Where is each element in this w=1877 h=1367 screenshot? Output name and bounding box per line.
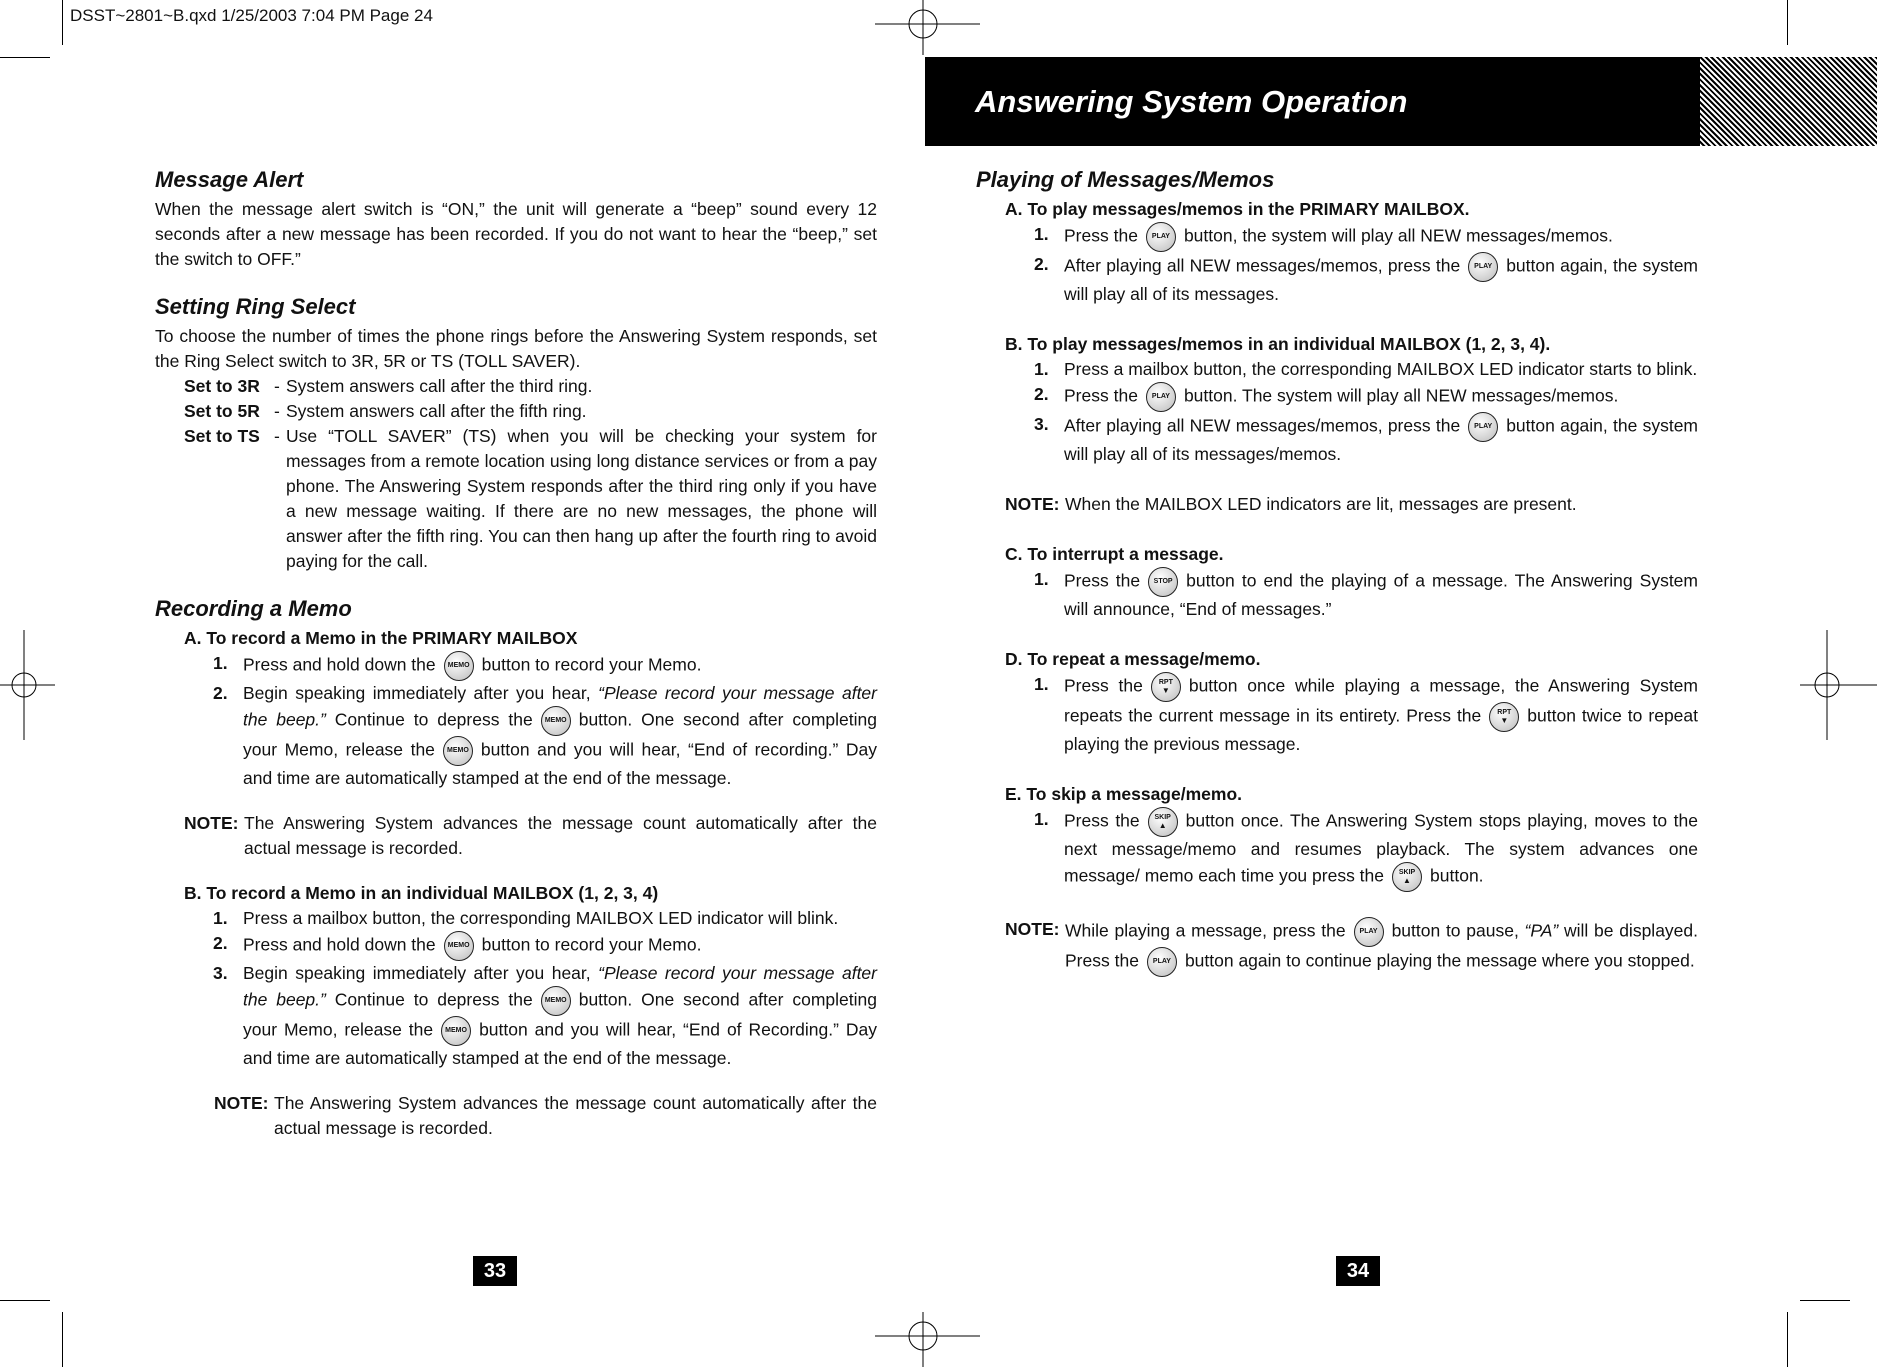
ring-setting-row: Set to TS - Use “TOLL SAVER” (TS) when you will be checking your system for messages from a remote location using long distance services or from a pay phone. The Answering System responds after the third ring only if you have a new message waiting. If there are no new messages, the phone will answer after the fifth ring. You can then hang up after the fourth ring to avoid paying for the call. bbox=[155, 424, 877, 574]
skip-button-icon: SKIP ▲ bbox=[1392, 862, 1422, 892]
list-item: 1. Press the STOP button to end the playing of a message. The Answering System will announce, “End of messages.” bbox=[1034, 569, 1698, 619]
memo-button-icon: MEMO bbox=[541, 986, 571, 1016]
left-column bbox=[155, 165, 877, 1141]
play-button-icon: PLAY bbox=[1146, 222, 1176, 252]
list-item: 1. Press the SKIP ▲ button once. The Answering System stops playing, moves to the next message/memo and resumes playback. The system advances one message/ memo each time you press the SKIP ▲ button. bbox=[1005, 807, 1698, 892]
list-item: 2. Press the PLAY button. The system will play all NEW messages/memos. bbox=[1005, 382, 1698, 412]
right-column bbox=[976, 165, 1698, 977]
play-button-icon: PLAY bbox=[1147, 947, 1177, 977]
memo-button-icon: MEMO bbox=[444, 651, 474, 681]
repeat-button-icon: RPT ▼ bbox=[1151, 672, 1181, 702]
crop-mark bbox=[62, 1312, 63, 1367]
memo-button-icon: MEMO bbox=[444, 931, 474, 961]
memo-subsection-a-title: A. To record a Memo in the PRIMARY MAILBOX bbox=[184, 628, 578, 648]
section-title-message-alert: Message Alert bbox=[155, 167, 304, 192]
ring-setting-text: System answers call after the fifth ring. bbox=[286, 401, 587, 421]
section-title-ring-select: Setting Ring Select bbox=[155, 294, 356, 319]
list-item: 2. Press and hold down the MEMO button to record your Memo. bbox=[184, 931, 877, 961]
note: NOTE: The Answering System advances the message count automatically after the actual message is recorded. bbox=[184, 813, 877, 858]
ring-setting-text: Use “TOLL SAVER” (TS) when you will be checking your system for messages from a remote location using long distance services or from a pay phone. The Answering System responds after the third ring only if you have a new message waiting. If there are no new messages, the phone will answer after the fifth ring. You can then hang up after the fourth ring to avoid paying for the call. bbox=[286, 426, 877, 571]
ring-setting-key: Set to 3R bbox=[184, 376, 260, 396]
page-number-left: 33 bbox=[473, 1256, 517, 1286]
ring-setting-row: Set to 5R - System answers call after the fifth ring. bbox=[155, 399, 877, 424]
ring-setting-key: Set to TS bbox=[184, 426, 260, 446]
note: NOTE: While playing a message, press the PLAY button to pause, “PA” will be displayed. Press the PLAY button again to continue playing the message where you stopped. bbox=[976, 917, 1698, 977]
play-button-icon: PLAY bbox=[1468, 412, 1498, 442]
list-item: 1. Press the RPT ▼ button once while playing a message, the Answering System repeats the current message in its entirety. Press the RPT ▼ button twice to repeat playing the previous message. bbox=[1034, 674, 1699, 754]
crop-mark bbox=[1800, 1300, 1850, 1301]
list-item: 2. Begin speaking immediately after you hear, “Please record your message after the beep.” Continue to depress the MEMO button. One second after completing your Memo, release the MEMO button and you will hear, “End of recording.” Day and time are automatically stamped at the end of the message. bbox=[213, 683, 877, 788]
crop-mark bbox=[62, 0, 63, 45]
list-item: 3. After playing all NEW messages/memos, press the PLAY button again, the system will play all of its messages/memos. bbox=[1034, 414, 1698, 464]
list-item: 1. Press the PLAY button, the system will play all NEW messages/memos. bbox=[1005, 222, 1698, 252]
ring-setting-text: System answers call after the third ring. bbox=[286, 376, 593, 396]
list-item: 2. After playing all NEW messages/memos, press the PLAY button again, the system will play all of its messages. bbox=[1034, 254, 1698, 304]
page-number-right: 34 bbox=[1336, 1256, 1380, 1286]
crop-mark bbox=[0, 1300, 50, 1301]
play-button-icon: PLAY bbox=[1146, 382, 1176, 412]
play-subsection-e-title: E. To skip a message/memo. bbox=[1005, 784, 1242, 804]
memo-button-icon: MEMO bbox=[441, 1016, 471, 1046]
message-alert-body: When the message alert switch is “ON,” the unit will generate a “beep” sound every 12 seconds after a new message has been recorded. If you do not want to hear the “beep,” set the switch to OFF.” bbox=[155, 199, 877, 269]
play-subsection-a-title: A. To play messages/memos in the PRIMARY MAILBOX. bbox=[1005, 199, 1470, 219]
ring-select-body: To choose the number of times the phone rings before the Answering System responds, set the Ring Select switch to 3R, 5R or TS (TOLL SAVER). bbox=[155, 326, 877, 371]
list-item: 1. Press a mailbox button, the corresponding MAILBOX LED indicator starts to blink. bbox=[1034, 359, 1698, 379]
ring-setting-row: Set to 3R - System answers call after the third ring. bbox=[155, 374, 877, 399]
note: NOTE: The Answering System advances the message count automatically after the actual message is recorded. bbox=[214, 1093, 877, 1138]
memo-subsection-b-title: B. To record a Memo in an individual MAILBOX (1, 2, 3, 4) bbox=[184, 883, 659, 903]
play-subsection-b-title: B. To play messages/memos in an individual MAILBOX (1, 2, 3, 4). bbox=[1005, 334, 1551, 354]
memo-button-icon: MEMO bbox=[541, 706, 571, 736]
section-title-playing-messages: Playing of Messages/Memos bbox=[976, 167, 1275, 192]
section-title-recording-memo: Recording a Memo bbox=[155, 596, 352, 621]
header-pattern bbox=[1700, 57, 1877, 146]
memo-button-icon: MEMO bbox=[443, 736, 473, 766]
page-title: Answering System Operation bbox=[975, 84, 1408, 119]
play-subsection-c-title: C. To interrupt a message. bbox=[1005, 544, 1224, 564]
list-item: 1. Press and hold down the MEMO button to record your Memo. bbox=[184, 651, 877, 681]
registration-mark-bottom bbox=[875, 1312, 980, 1367]
repeat-button-icon: RPT ▼ bbox=[1489, 702, 1519, 732]
play-button-icon: PLAY bbox=[1468, 252, 1498, 282]
registration-mark-left bbox=[0, 630, 55, 740]
registration-mark-right bbox=[1800, 630, 1877, 740]
ring-setting-key: Set to 5R bbox=[184, 401, 260, 421]
registration-mark-top bbox=[875, 0, 980, 55]
crop-mark bbox=[1787, 0, 1788, 45]
crop-mark bbox=[1787, 1312, 1788, 1367]
crop-mark bbox=[0, 57, 50, 58]
file-slug: DSST~2801~B.qxd 1/25/2003 7:04 PM Page 24 bbox=[70, 6, 433, 25]
skip-button-icon: SKIP ▲ bbox=[1148, 807, 1178, 837]
play-button-icon: PLAY bbox=[1354, 917, 1384, 947]
list-item: 1. Press a mailbox button, the corresponding MAILBOX LED indicator will blink. bbox=[213, 908, 839, 928]
play-subsection-d-title: D. To repeat a message/memo. bbox=[1005, 649, 1261, 669]
list-item: 3. Begin speaking immediately after you hear, “Please record your message after the beep.” Continue to depress the MEMO button. One second after completing your Memo, release the MEMO button and you will hear, “End of Recording.” Day and time are automatically stamped at the end of the message. bbox=[213, 963, 877, 1068]
stop-button-icon: STOP bbox=[1148, 567, 1178, 597]
note: NOTE: When the MAILBOX LED indicators are lit, messages are present. bbox=[1005, 494, 1577, 514]
